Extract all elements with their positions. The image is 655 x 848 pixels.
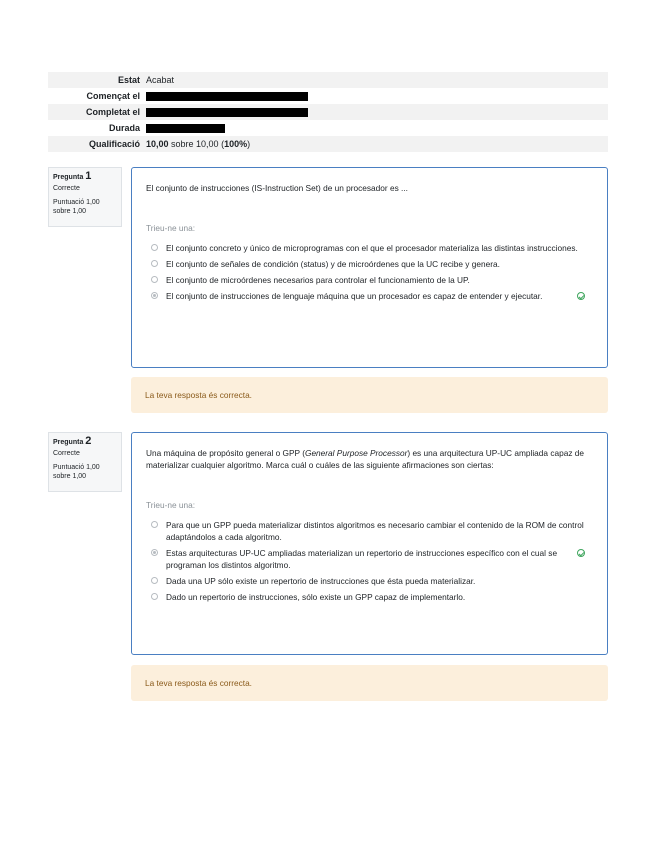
summary-label: Durada [48, 120, 146, 136]
radio-icon[interactable] [151, 577, 158, 584]
answer-prompt: Trieu-ne una: [146, 223, 196, 233]
check-circle-icon [577, 549, 585, 557]
question-info-1 [48, 167, 122, 227]
radio-icon[interactable] [151, 244, 158, 251]
option-text: Dada una UP sólo existe un repertorio de instrucciones que ésta pueda materializar. [166, 576, 476, 586]
question-state: Correcte [53, 185, 80, 192]
radio-icon[interactable] [151, 521, 158, 528]
summary-row-state [48, 72, 608, 88]
feedback-box-1: La teva resposta és correcta. [131, 377, 608, 413]
summary-row-duration [48, 120, 608, 136]
summary-row-started [48, 88, 608, 104]
summary-label: Qualificació [48, 136, 146, 152]
summary-row-completed [48, 104, 608, 120]
answer-option[interactable] [146, 591, 593, 603]
radio-selected-icon[interactable] [151, 549, 158, 556]
answer-option[interactable] [146, 575, 593, 587]
answer-option[interactable] [146, 242, 593, 254]
question-formulation-1 [131, 167, 608, 368]
answer-option-selected[interactable] [146, 547, 593, 571]
option-text: Estas arquitecturas UP-UC ampliadas materializan un repertorio de instrucciones específico con el cual se programan los distintos algoritmo. [166, 548, 558, 570]
summary-grade: 10,00 sobre 10,00 (100%) [146, 136, 608, 152]
question-info-2 [48, 432, 122, 492]
question-number: Pregunta 2 [53, 435, 92, 447]
answer-option-selected[interactable] [146, 290, 593, 302]
redacted-bar [146, 108, 308, 117]
radio-selected-icon[interactable] [151, 292, 158, 299]
redacted-bar [146, 124, 225, 133]
answer-option[interactable] [146, 274, 593, 286]
option-text: Para que un GPP pueda materializar distintos algoritmos es necesario cambiar el contenido de la ROM de control adaptándolos a cada algoritmo. [166, 520, 584, 542]
option-text: Dado un repertorio de instrucciones, sólo existe un GPP capaz de implementarlo. [166, 592, 466, 602]
summary-row-grade [48, 136, 608, 152]
question-text: El conjunto de instrucciones (IS-Instruction Set) de un procesador es ... [146, 183, 408, 193]
feedback-box-2: La teva resposta és correcta. [131, 665, 608, 701]
question-number: Pregunta 1 [53, 170, 92, 182]
option-text: El conjunto de instrucciones de lenguaje máquina que un procesador es capaz de entender y ejecutar. [166, 291, 543, 301]
check-circle-icon [577, 292, 585, 300]
option-text: El conjunto concreto y único de microprogramas con el que el procesador materializa las distintas instrucciones. [166, 243, 578, 253]
question-state: Correcte [53, 450, 80, 457]
question-formulation-2 [131, 432, 608, 655]
question-grade: Puntuació 1,00 sobre 1,00 [53, 464, 100, 480]
answer-option[interactable] [146, 519, 593, 543]
radio-icon[interactable] [151, 260, 158, 267]
radio-icon[interactable] [151, 276, 158, 283]
question-text: Una máquina de propósito general o GPP (General Purpose Processor) es una arquitectura UP-UC ampliada capaz de materializar cualquier algoritmo. Marca cuál o cuáles de las siguiente afirmaciones son ciertas: [146, 448, 585, 470]
summary-label: Completat el [48, 104, 146, 120]
attempt-summary-table [48, 72, 608, 152]
summary-value: Acabat [146, 72, 608, 88]
answer-prompt: Trieu-ne una: [146, 500, 196, 510]
summary-label: Començat el [48, 88, 146, 104]
answer-option[interactable] [146, 258, 593, 270]
redacted-bar [146, 92, 308, 101]
summary-label: Estat [48, 72, 146, 88]
option-text: El conjunto de señales de condición (status) y de microórdenes que la UC recibe y genera. [166, 259, 500, 269]
question-grade: Puntuació 1,00 sobre 1,00 [53, 199, 100, 215]
radio-icon[interactable] [151, 593, 158, 600]
option-text: El conjunto de microórdenes necesarios para controlar el funcionamiento de la UP. [166, 275, 470, 285]
